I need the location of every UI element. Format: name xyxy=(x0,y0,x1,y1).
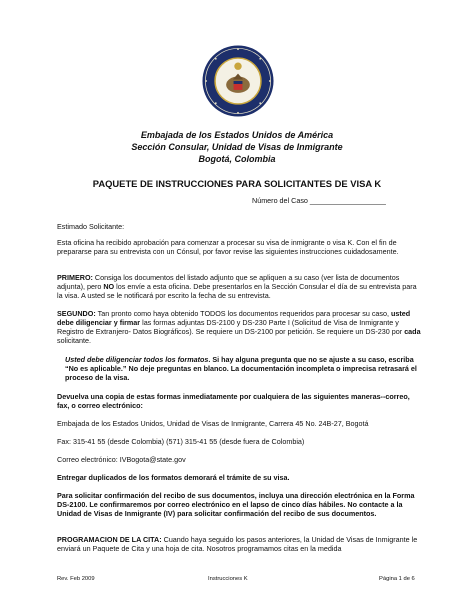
embassy-name: Embajada de los Estados Unidos de América xyxy=(140,130,334,140)
consular-section: Sección Consular, Unidad de Visas de Inmigrante xyxy=(131,142,343,152)
page-title: PAQUETE DE INSTRUCCIONES PARA SOLICITANTES DE VISA K xyxy=(92,178,382,189)
case-number-field: Número del Caso ___________________ xyxy=(252,196,386,205)
footer-revision: Rev. Feb 2009 xyxy=(57,576,95,582)
greeting: Estimado Solicitante: xyxy=(57,222,125,231)
footer-page-number: Página 1 de 6 xyxy=(379,576,415,582)
confirmation-paragraph: Para solicitar confirmación del recibo de sus documentos, incluya una dirección electrónica en la Forma DS-2100. Le confirmaremos por correo electrónico en el lapso de cinco días hábiles. No contacte a la Unidad de Visas de Inmigrante (IV) para solicitar confirmación del recibo de sus documentos. xyxy=(57,491,415,518)
footer-doc-title: Instrucciones K xyxy=(208,576,248,582)
programacion-paragraph: PROGRAMACION DE LA CITA: Cuando haya seguido los pasos anteriores, la Unidad de Visas de Inmigrante le enviará un Paquete de Cita y una hoja de cita. Nosotros programamos citas en la medida xyxy=(57,535,418,553)
forms-note: Usted debe diligenciar todos los formatos. Si hay alguna pregunta que no se ajuste a su caso, escriba “No es aplicable.” No deje preguntas en blanco. La documentación incompleta o imprecisa retrasará el proceso de la visa. xyxy=(65,355,417,382)
city: Bogotá, Colombia xyxy=(198,154,276,164)
segundo-paragraph: SEGUNDO: Tan pronto como haya obtenido TODOS los documentos requeridos para procesar su caso, usted debe diligenciar y firmar las formas adjuntas DS-2100 y DS-230 Parte I (Solicitud de Visa de Inmigrante y Registro de Extranjero- Datos Biográficos). Se requiere un DS-2100 por petición. Se requiere un DS-230 por cada solicitante. xyxy=(57,309,421,345)
duplicates-warning: Entregar duplicados de los formatos demorará el trámite de su visa. xyxy=(57,473,290,482)
primero-paragraph: PRIMERO: Consiga los documentos del listado adjunto que se apliquen a su caso (ver lista de documentos adjunta), pero NO los envíe a esta oficina. Debe presentarlos en la Sección Consular el día de su entrevista para la visa. A usted se le notificará por escrito la fecha de su entrevista. xyxy=(57,273,417,300)
intro-paragraph: Esta oficina ha recibido aprobación para comenzar a procesar su visa de inmigrante o visa K. Con el fin de prepararse para su entrevista con un Cónsul, por favor revise las siguientes instrucciones cuidadosamente. xyxy=(57,238,399,256)
programacion-label: PROGRAMACION DE LA CITA: xyxy=(57,535,162,544)
email-address: Correo electrónico: IVBogota@state.gov xyxy=(57,455,186,464)
fax-number: Fax: 315-41 55 (desde Colombia) (571) 315-41 55 (desde fuera de Colombia) xyxy=(57,437,305,446)
primero-label: PRIMERO: xyxy=(57,273,93,282)
segundo-label: SEGUNDO: xyxy=(57,309,96,318)
return-instructions: Devuelva una copia de estas formas inmediatamente por cualquiera de las siguientes maneras--correo, fax, o correo electrónico: xyxy=(57,392,410,410)
embassy-address: Embajada de los Estados Unidos, Unidad de Visas de Inmigrante, Carrera 45 No. 24B-27, Bogotá xyxy=(57,419,369,428)
embassy-seal-icon xyxy=(201,44,275,118)
